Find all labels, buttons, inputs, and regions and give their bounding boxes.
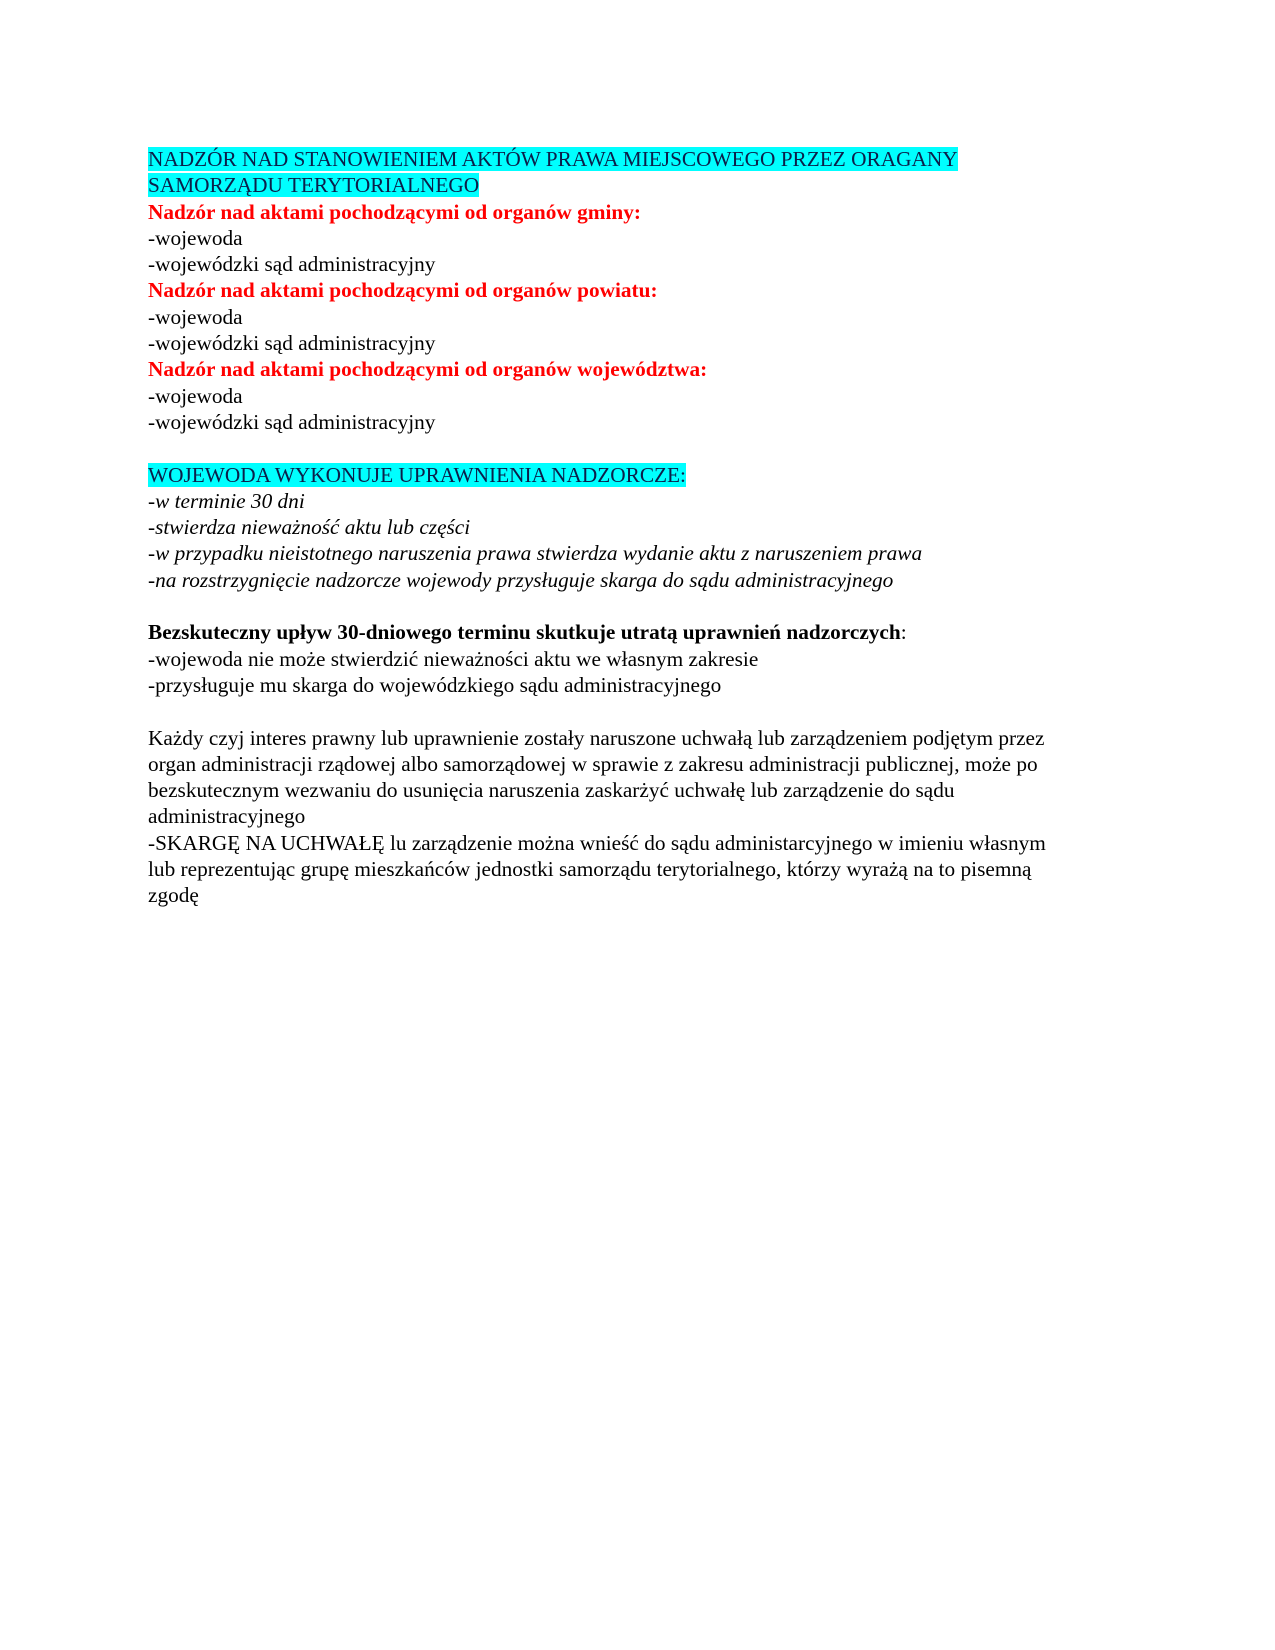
section-heading (148, 619, 1128, 645)
heading-suffix: : (900, 620, 907, 645)
list-item: -wojewódzki sąd administracyjny (148, 252, 436, 277)
group-heading-wojewodztwo: Nadzór nad aktami pochodzącymi od organów województwa: (148, 357, 708, 382)
paragraph-line: administracyjnego (148, 804, 306, 829)
section-title-line (148, 146, 1128, 172)
list-item: -wojewoda nie może stwierdzić nieważności aktu we własnym zakresie (148, 646, 759, 671)
section-complaint-paragraph (148, 725, 1128, 909)
spacer (148, 435, 1128, 461)
list-item: -stwierdza nieważność aktu lub części (148, 515, 471, 540)
spacer (148, 698, 1128, 724)
list-item: -w terminie 30 dni (148, 488, 305, 513)
section-title-line (148, 462, 1128, 488)
paragraph-line: Każdy czyj interes prawny lub uprawnienie zostały naruszone uchwałą lub zarządzeniem podjętym przez (148, 725, 1045, 750)
heading-bold-text: Bezskuteczny upływ 30-dniowego terminu skutkuje utratą uprawnień nadzorczych (148, 620, 901, 645)
spacer (148, 593, 1128, 619)
paragraph-line: bezskutecznym wezwaniu do usunięcia naruszenia zaskarżyć uchwałę lub zarządzenie do sądu (148, 778, 955, 803)
group-heading-gmina: Nadzór nad aktami pochodzącymi od organów gminy: (148, 199, 642, 224)
document-body (148, 146, 1128, 909)
list-item: -wojewoda (148, 304, 243, 329)
paragraph-line: organ administracji rządowej albo samorządowej w sprawie z zakresu administracji publicznej, może po (148, 751, 1038, 776)
highlighted-title: SAMORZĄDU TERYTORIALNEGO (148, 173, 480, 198)
highlighted-title: WOJEWODA WYKONUJE UPRAWNIENIA NADZORCZE: (148, 462, 686, 487)
list-item: -w przypadku nieistotnego naruszenia prawa stwierdza wydanie aktu z naruszeniem prawa (148, 541, 923, 566)
list-item: -przysługuje mu skarga do wojewódzkiego sądu administracyjnego (148, 672, 722, 697)
list-item: -wojewódzki sąd administracyjny (148, 409, 436, 434)
section-supervision-overview (148, 146, 1128, 435)
list-item: -wojewoda (148, 225, 243, 250)
list-item: -na rozstrzygnięcie nadzorcze wojewody przysługuje skarga do sądu administracyjnego (148, 567, 894, 592)
list-item: -wojewódzki sąd administracyjny (148, 331, 436, 356)
section-voivode-powers (148, 462, 1128, 593)
paragraph-line: -SKARGĘ NA UCHWAŁĘ lu zarządzenie można wnieść do sądu administarcyjnego w imieniu własnym (148, 830, 1046, 855)
paragraph-line: lub reprezentując grupę mieszkańców jednostki samorządu terytorialnego, którzy wyrażą na to pisemną (148, 857, 1032, 882)
section-title-line (148, 172, 1128, 198)
group-heading-powiat: Nadzór nad aktami pochodzącymi od organów powiatu: (148, 278, 658, 303)
section-deadline-lapse (148, 619, 1128, 698)
list-item: -wojewoda (148, 383, 243, 408)
paragraph-line: zgodę (148, 883, 199, 908)
highlighted-title: NADZÓR NAD STANOWIENIEM AKTÓW PRAWA MIEJSCOWEGO PRZEZ ORAGANY (148, 147, 958, 171)
